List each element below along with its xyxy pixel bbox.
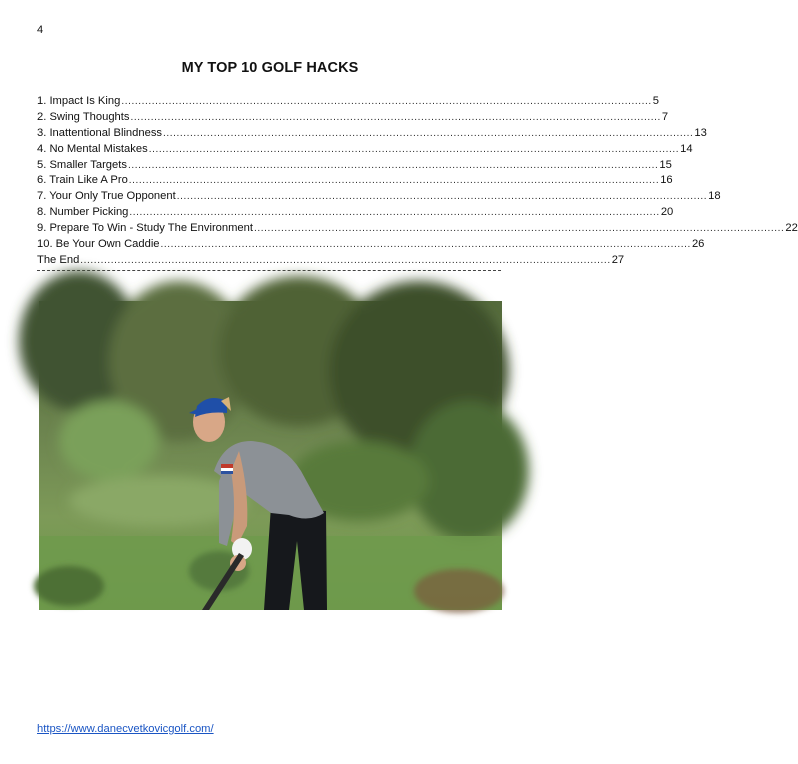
toc-item-page: 27	[611, 253, 625, 266]
toc-item-page: 16	[660, 174, 673, 187]
toc-item-end[interactable]	[37, 253, 625, 269]
toc-item-page: 5	[652, 95, 659, 107]
toc-leader-dots: .............................................................................................................................................................	[160, 239, 691, 251]
toc-item-1[interactable]	[37, 94, 659, 110]
toc-item-page: 18	[708, 190, 721, 203]
toc-item-label: The End	[37, 253, 80, 266]
toc-item-10[interactable]	[37, 237, 705, 253]
toc-item-9[interactable]	[37, 221, 798, 237]
toc-item-page: 7	[661, 110, 669, 123]
toc-leader-dots: .............................................................................................................................................................	[80, 254, 611, 266]
toc-leader-dots: .............................................................................................................................................................	[129, 207, 660, 219]
toc-item-label: 6. Train Like A Pro	[37, 174, 128, 187]
toc-item-page: 22	[785, 222, 798, 235]
page-title: MY TOP 10 GOLF HACKS	[181, 60, 359, 76]
toc-item-label: 10. Be Your Own Caddie	[37, 238, 160, 251]
toc-leader-dots: .............................................................................................................................................................	[127, 159, 659, 171]
toc-leader-dots: .............................................................................................................................................................	[163, 127, 694, 139]
toc-leader-dots: .............................................................................................................................................................	[121, 96, 652, 107]
toc-item-label: 2. Swing Thoughts	[37, 110, 130, 123]
toc-item-page: 13	[694, 126, 707, 139]
toc-item-page: 14	[680, 142, 693, 155]
toc-item-label: 3. Inattentional Blindness	[37, 126, 163, 139]
toc-leader-dots: .............................................................................................................................................................	[148, 143, 680, 155]
toc-item-page: 26	[691, 238, 705, 251]
toc-item-label: 5. Smaller Targets	[37, 158, 127, 171]
toc-item-label: 8. Number Picking	[37, 206, 129, 219]
toc-item-label: 9. Prepare To Win - Study The Environment	[37, 222, 253, 235]
toc-item-5[interactable]	[37, 158, 672, 174]
toc-leader-dots: .............................................................................................................................................................	[176, 191, 708, 203]
toc-item-8[interactable]	[37, 205, 674, 221]
table-of-contents	[37, 94, 798, 269]
website-link[interactable]: https://www.danecvetkovicgolf.com/	[37, 723, 214, 735]
toc-item-7[interactable]	[37, 189, 721, 205]
toc-item-2[interactable]	[37, 110, 669, 126]
toc-item-page: 20	[660, 206, 674, 219]
toc-leader-dots: .............................................................................................................................................................	[253, 223, 785, 235]
toc-leader-dots: .............................................................................................................................................................	[128, 175, 660, 187]
toc-item-label: 1. Impact Is King	[37, 95, 121, 107]
toc-item-3[interactable]	[37, 126, 707, 142]
toc-item-page: 15	[659, 158, 672, 171]
section-divider	[37, 270, 501, 271]
page-number: 4	[37, 24, 44, 36]
toc-item-6[interactable]	[37, 173, 673, 189]
toc-item-label: 7. Your Only True Opponent	[37, 190, 176, 203]
golfer-photo	[39, 301, 502, 610]
toc-leader-dots: .............................................................................................................................................................	[130, 111, 661, 123]
toc-item-4[interactable]	[37, 142, 693, 158]
toc-item-label: 4. No Mental Mistakes	[37, 142, 148, 155]
